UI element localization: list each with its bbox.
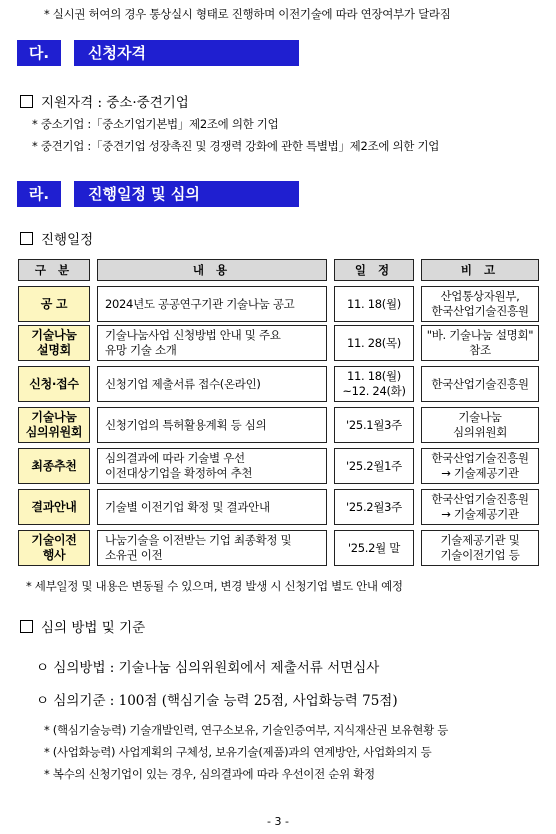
row-category: 결과안내 [18, 489, 90, 525]
row-date: '25.2월3주 [334, 489, 414, 525]
row-date: '25.2월1주 [334, 448, 414, 484]
checkbox-square-icon [20, 620, 33, 633]
row-category: 공 고 [18, 286, 90, 322]
row-date: 11. 28(목) [334, 325, 414, 361]
section-title: 신청자격 [74, 40, 299, 66]
header-remark: 비 고 [421, 259, 539, 281]
row-category: 최종추천 [18, 448, 90, 484]
schedule-heading: 진행일정 [20, 228, 93, 248]
header-date: 일 정 [334, 259, 414, 281]
header-content: 내 용 [97, 259, 327, 281]
row-remark: "바. 기술나눔 설명회" 참조 [421, 325, 539, 361]
row-remark: 한국산업기술진흥원 → 기술제공기관 [421, 448, 539, 484]
eligibility-main: 지원자격 : 중소·중견기업 [20, 91, 189, 111]
checkbox-square-icon [20, 95, 33, 108]
row-remark: 산업통상자원부, 한국산업기술진흥원 [421, 286, 539, 322]
review-note-priority: * 복수의 신청기업이 있는 경우, 심의결과에 따라 우선이전 순위 확정 [44, 767, 375, 781]
row-category: 기술나눔 설명회 [18, 325, 90, 361]
row-date: 11. 18(월) [334, 286, 414, 322]
row-category: 신청·접수 [18, 366, 90, 402]
eligibility-note-midsize: * 중견기업 :「중견기업 성장촉진 및 경쟁력 강화에 관한 특별법」제2조에 의한 기업 [32, 139, 440, 153]
review-heading: 심의 방법 및 기준 [20, 616, 145, 636]
checkbox-square-icon [20, 232, 33, 245]
section-letter: 다. [17, 40, 61, 66]
top-note: * 실시권 허여의 경우 통상실시 형태로 진행하며 이전기술에 따라 연장여부가 달라짐 [44, 7, 451, 21]
header-category: 구 분 [18, 259, 90, 281]
row-remark: 한국산업기술진흥원 [421, 366, 539, 402]
row-remark: 한국산업기술진흥원 → 기술제공기관 [421, 489, 539, 525]
row-category: 기술나눔 심의위원회 [18, 407, 90, 443]
review-method: ㅇ 심의방법 : 기술나눔 심의위원회에서 제출서류 서면심사 [36, 660, 380, 676]
table-note: * 세부일정 및 내용은 변동될 수 있으며, 변경 발생 시 신청기업 별도 안내 예정 [26, 579, 403, 593]
page-number: - 3 - [267, 815, 289, 828]
row-content: 심의결과에 따라 기술별 우선 이전대상기업을 확정하여 추천 [97, 448, 327, 484]
row-category: 기술이전 행사 [18, 530, 90, 566]
row-date: 11. 18(월) ~12. 24(화) [334, 366, 414, 402]
section-header-schedule [17, 181, 299, 207]
section-title: 진행일정 및 심의 [74, 181, 299, 207]
review-note-commercialization: * (사업화능력) 사업계획의 구체성, 보유기술(제품)과의 연계방안, 사업화의지 등 [44, 745, 432, 759]
row-date: '25.1월3주 [334, 407, 414, 443]
row-content: 기술나눔사업 신청방법 안내 및 주요 유망 기술 소개 [97, 325, 327, 361]
row-content: 기술별 이전기업 확정 및 결과안내 [97, 489, 327, 525]
row-remark: 기술제공기관 및 기술이전기업 등 [421, 530, 539, 566]
section-letter: 라. [17, 181, 61, 207]
review-note-core-tech: * (핵심기술능력) 기술개발인력, 연구소보유, 기술인증여부, 지식재산권 보유현황 등 [44, 723, 449, 737]
review-criteria: ㅇ 심의기준 : 100점 (핵심기술 능력 25점, 사업화능력 75점) [36, 693, 398, 709]
row-remark: 기술나눔 심의위원회 [421, 407, 539, 443]
row-date: '25.2월 말 [334, 530, 414, 566]
row-content: 나눔기술을 이전받는 기업 최종확정 및 소유권 이전 [97, 530, 327, 566]
eligibility-note-sme: * 중소기업 :「중소기업기본법」제2조에 의한 기업 [32, 117, 279, 131]
row-content: 신청기업의 특허활용계획 등 심의 [97, 407, 327, 443]
section-header-eligibility [17, 40, 299, 66]
row-content: 신청기업 제출서류 접수(온라인) [97, 366, 327, 402]
row-content: 2024년도 공공연구기관 기술나눔 공고 [97, 286, 327, 322]
